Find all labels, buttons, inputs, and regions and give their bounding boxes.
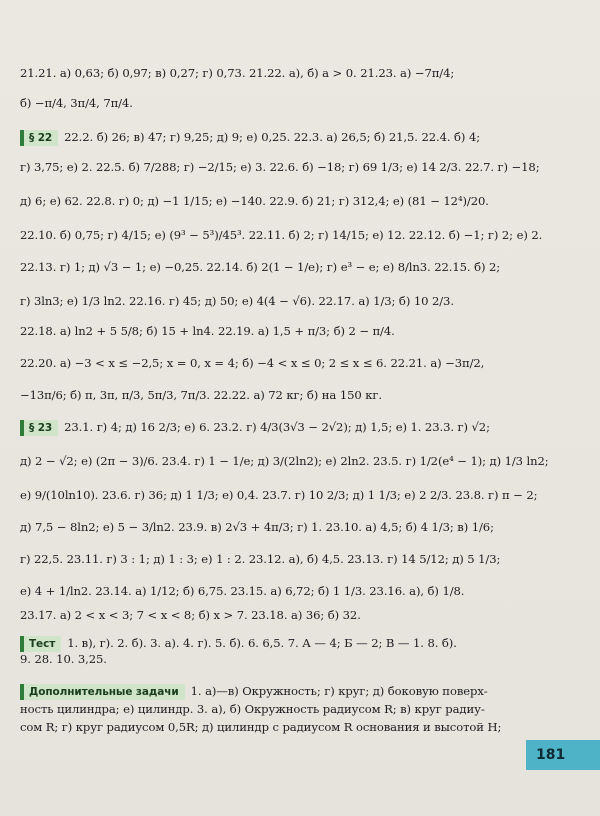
answer-line	[20, 684, 558, 700]
answer-line	[20, 720, 558, 734]
answer-text: д) 6; е) 62. 22.8. г) 0; д) −1 1/15; е) −140. 22.9. б) 21; г) 312,4; е) (81 − 12⁴)/20.	[20, 194, 489, 208]
answer-line	[20, 584, 558, 598]
answer-text: г) 22,5. 23.11. г) 3 : 1; д) 1 : 3; е) 1 : 2. 23.12. а), б) 4,5. 23.13. г) 14 5/12; д) 5 1/3;	[20, 552, 501, 566]
answer-text: ность цилиндра; е) цилиндр. 3. а), б) Окружность радиусом R; в) круг радиу-	[20, 702, 485, 716]
answer-text: е) 9/(10ln10). 23.6. г) 36; д) 1 1/3; е) 0,4. 23.7. г) 10 2/3; д) 1 1/3; е) 2 2/3. 23.8. г) π − 2;	[20, 488, 538, 502]
answer-text: г) 3ln3; е) 1/3 ln2. 22.16. г) 45; д) 50; е) 4(4 − √6). 22.17. а) 1/3; б) 10 2/3.	[20, 294, 454, 308]
answer-line	[20, 608, 558, 622]
answer-line	[20, 454, 558, 468]
answer-text: 22.13. г) 1; д) √3 − 1; е) −0,25. 22.14. б) 2(1 − 1/e); г) e³ − e; е) 8/ln3. 22.15. б) 2;	[20, 260, 501, 274]
answer-line	[20, 420, 558, 436]
answer-line	[20, 324, 558, 338]
answer-line	[20, 702, 558, 716]
answer-line	[20, 388, 558, 402]
answer-line	[20, 260, 558, 274]
answer-line	[20, 488, 558, 502]
answer-text: д) 7,5 − 8ln2; е) 5 − 3/ln2. 23.9. в) 2√3 + 4π/3; г) 1. 23.10. а) 4,5; б) 4 1/3; в) 1/6;	[20, 520, 494, 534]
section-label: § 22	[20, 130, 58, 146]
answer-text: 21.21. а) 0,63; б) 0,97; в) 0,27; г) 0,73. 21.22. а), б) a > 0. 21.23. а) −7π/4;	[20, 66, 455, 80]
answer-text: е) 4 + 1/ln2. 23.14. а) 1/12; б) 6,75. 23.15. а) 6,72; б) 1 1/3. 23.16. а), б) 1/8.	[20, 584, 465, 598]
answer-line	[20, 160, 558, 174]
answer-line	[20, 130, 558, 146]
answer-line	[20, 294, 558, 308]
answer-line	[20, 636, 558, 652]
answer-text: 22.18. а) ln2 + 5 5/8; б) 15 + ln4. 22.19. а) 1,5 + π/3; б) 2 − π/4.	[20, 324, 395, 338]
answer-line	[20, 356, 558, 370]
section-label: Тест	[20, 636, 61, 652]
answer-text: г) 3,75; е) 2. 22.5. б) 7/288; г) −2/15; е) 3. 22.6. б) −18; г) 69 1/3; е) 14 2/3. 22.7. г) −18;	[20, 160, 540, 174]
answer-text: б) −π/4, 3π/4, 7π/4.	[20, 96, 133, 110]
answer-line	[20, 520, 558, 534]
section-label: § 23	[20, 420, 58, 436]
answer-line	[20, 96, 558, 110]
answer-text: 22.2. б) 26; в) 47; г) 9,25; д) 9; е) 0,25. 22.3. а) 26,5; б) 21,5. 22.4. б) 4;	[64, 130, 481, 144]
answer-text: сом R; г) круг радиусом 0,5R; д) цилиндр с радиусом R основания и высотой H;	[20, 720, 502, 734]
answer-line	[20, 194, 558, 208]
answer-text: 9. 28. 10. 3,25.	[20, 652, 107, 666]
answer-text: 1. в), г). 2. б). 3. а). 4. г). 5. б). 6. 6,5. 7. А — 4; Б — 2; В — 1. 8. б).	[67, 636, 457, 650]
answer-text: 1. а)—в) Окружность; г) круг; д) боковую поверх-	[190, 684, 488, 698]
page-number: 181	[526, 740, 600, 770]
answer-text: −13π/6; б) π, 3π, π/3, 5π/3, 7π/3. 22.22. а) 72 кг; б) на 150 кг.	[20, 388, 382, 402]
answer-line	[20, 652, 558, 666]
answer-line	[20, 552, 558, 566]
answer-text: 22.10. б) 0,75; г) 4/15; е) (9³ − 5³)/45³. 22.11. б) 2; г) 14/15; е) 12. 22.12. б) −1; г) 2; е) 2.	[20, 228, 543, 242]
answer-line	[20, 228, 558, 242]
answer-text: 23.17. а) 2 < x < 3; 7 < x < 8; б) x > 7. 23.18. а) 36; б) 32.	[20, 608, 361, 622]
answer-line	[20, 66, 558, 80]
section-label: Дополнительные задачи	[20, 684, 185, 700]
answer-text: 23.1. г) 4; д) 16 2/3; е) 6. 23.2. г) 4/3(3√3 − 2√2); д) 1,5; е) 1. 23.3. г) √2;	[64, 420, 490, 434]
answer-text: д) 2 − √2; е) (2π − 3)/6. 23.4. г) 1 − 1/e; д) 3/(2ln2); е) 2ln2. 23.5. г) 1/2(e⁴ − 1); д) 1/3 ln2;	[20, 454, 549, 468]
answer-text: 22.20. а) −3 < x ≤ −2,5; x = 0, x = 4; б) −4 < x ≤ 0; 2 ≤ x ≤ 6. 22.21. а) −3π/2,	[20, 356, 485, 370]
